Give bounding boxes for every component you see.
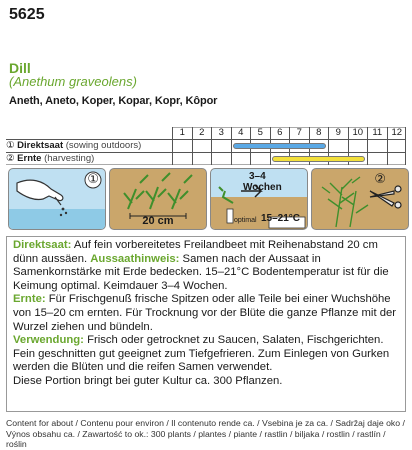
month-cell-4: 4 <box>231 127 251 139</box>
month-cell-9: 9 <box>328 127 348 139</box>
month-cell-1: 1 <box>172 127 192 139</box>
direktsaat-paragraph <box>7 237 405 293</box>
ernte-keyword: Ernte: <box>13 293 46 306</box>
month-cell-10: 10 <box>348 127 368 139</box>
month-cell-2: 2 <box>192 127 212 139</box>
sow-marker: ① <box>6 140 15 151</box>
ernte-text: Für Frischgenuß frische Spitzen oder alle Teile bei einer Wuchshöhe von 15–20 cm ernten. Für Trocknung vor der Blüte die ganze Pflanze mit der Wurzel ziehen und bündeln. <box>13 293 397 333</box>
harvest-sublabel: (harvesting) <box>44 153 95 164</box>
direktsaat-keyword: Direktsaat: <box>13 239 72 251</box>
spacing-pictogram <box>109 168 207 230</box>
harvest-label: Ernte <box>17 153 42 164</box>
month-cell-8: 8 <box>309 127 329 139</box>
row-spacing-label: 20 cm <box>142 215 174 227</box>
harvest-marker: ② <box>6 153 15 164</box>
verwendung-text: Frisch oder getrocknet zu Saucen, Salaten, Fischgerichten. Fein geschnitten gut geeignet zum Tiefgefrieren. Zum Einlegen von Gurken werden die Blüten und die reifen Samen verwendet. <box>13 334 390 374</box>
sow-step-marker: ① <box>87 171 99 186</box>
harvest-pictogram <box>311 168 409 230</box>
month-cell-7: 7 <box>289 127 309 139</box>
footer-line-2: Výnos obsahu ca. / Zawartość to ok.: 300 plants / plantes / piante / rastlin / biljaka / rostlin / rastlín / roślin <box>6 428 386 449</box>
instructions-box <box>6 236 406 412</box>
sowing-pictogram <box>8 168 106 230</box>
month-cell-6: 6 <box>270 127 290 139</box>
hinweis-keyword: Aussaathinweis: <box>90 252 180 265</box>
sowing-calendar <box>6 127 406 165</box>
optimal-temperature: 15–21°C <box>261 213 301 224</box>
sow-sublabel: (sowing outdoors) <box>65 140 142 151</box>
month-cell-11: 11 <box>367 127 387 139</box>
month-cell-5: 5 <box>250 127 270 139</box>
month-cell-12: 12 <box>387 127 407 139</box>
optimal-label: optimal <box>234 217 257 224</box>
month-cell-3: 3 <box>211 127 231 139</box>
sow-label: Direktsaat <box>17 140 64 151</box>
latin-name: (Anethum graveolens) <box>9 74 137 89</box>
hinweis-text: Samen nach der Aussaat in Samenkornstärke mit Erde bedecken. 15–21°C Bodentemperatur ist für die Keimung optimal. Keimdauer 3–4 Wochen. <box>13 252 389 292</box>
ernte-paragraph <box>7 293 405 334</box>
portion-paragraph <box>7 375 405 389</box>
alternative-names: Aneth, Aneto, Koper, Kopar, Kopr, Kôpor <box>9 95 218 107</box>
direktsaat-text: Auf fein vorbereitetes Freilandbeet mit Reihenabstand 20 cm dünn aussäen. <box>13 239 378 265</box>
sowing-period-bar <box>233 143 327 149</box>
plant-title: Dill <box>9 60 31 76</box>
content-footer <box>6 418 406 450</box>
germination-pictogram <box>210 168 308 230</box>
verwendung-keyword: Verwendung: <box>13 334 84 347</box>
dill-harvest-icon <box>312 169 408 229</box>
germination-unit: Wochen <box>243 182 282 193</box>
germination-weeks: 3–4 <box>249 171 266 182</box>
portion-text: Diese Portion bringt bei guter Kultur ca. 300 Pflanzen. <box>13 374 283 387</box>
harvest-step-marker: ② <box>374 171 386 186</box>
verwendung-paragraph <box>7 334 405 375</box>
footer-line-1: Content for about / Contenu pour environ / Il contenuto rende ca. / Vsebina je za ca. / Sadržaj daje oko / <box>6 418 405 428</box>
product-code: 5625 <box>9 6 45 23</box>
harvest-period-bar <box>272 156 366 162</box>
